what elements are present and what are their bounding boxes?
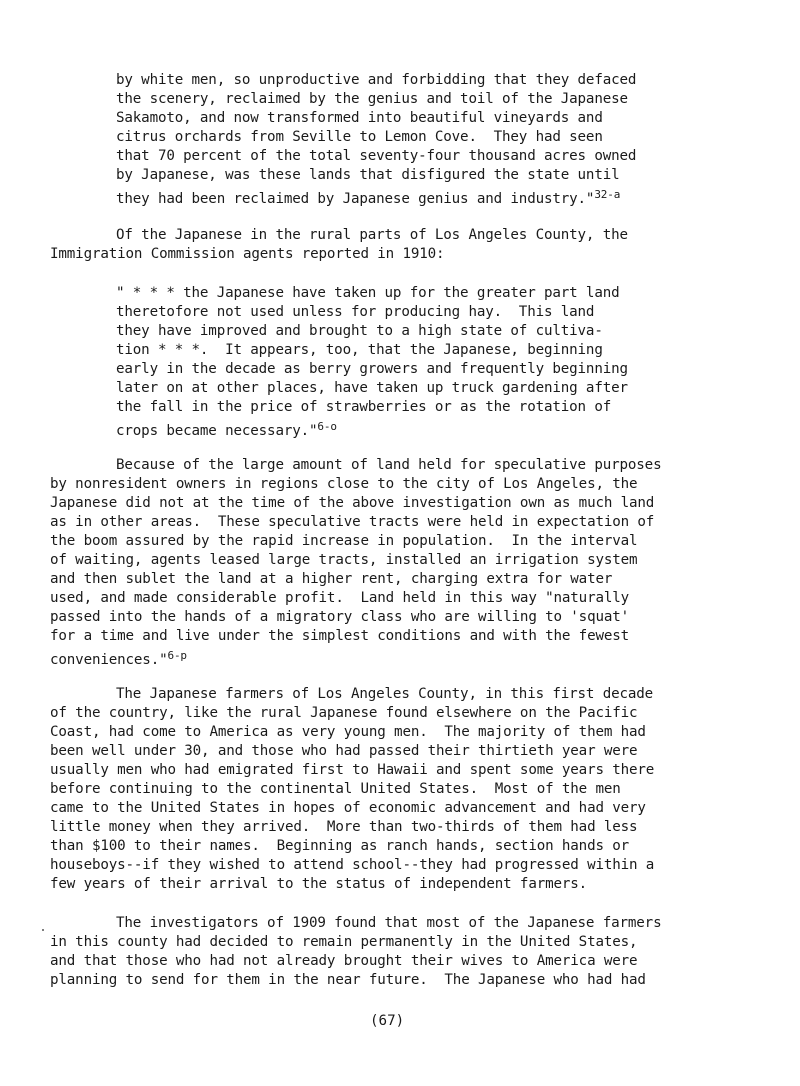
- text-line-body: crops became necessary.": [116, 423, 318, 439]
- text-line: Of the Japanese in the rural parts of Los Angeles County, the: [116, 227, 628, 243]
- text-line: The investigators of 1909 found that most of the Japanese farmers: [116, 915, 662, 931]
- text-line-body: they had been reclaimed by Japanese genius and industry.": [116, 191, 595, 207]
- text-line: citrus orchards from Seville to Lemon Cove. They had seen: [116, 129, 603, 145]
- text-line: theretofore not used unless for producing hay. This land: [116, 304, 595, 320]
- text-line: they have improved and brought to a high state of cultiva-: [116, 323, 603, 339]
- text-line: before continuing to the continental United States. Most of the men: [50, 781, 621, 797]
- text-line: that 70 percent of the total seventy-four thousand acres owned: [116, 148, 637, 164]
- text-line: " * * * the Japanese have taken up for the greater part land: [116, 285, 620, 301]
- text-line: the boom assured by the rapid increase in population. In the interval: [50, 533, 638, 549]
- footnote-ref: 6-o: [317, 420, 337, 433]
- text-line: been well under 30, and those who had passed their thirtieth year were: [50, 743, 638, 759]
- text-line: houseboys--if they wished to attend school--they had progressed within a: [50, 857, 655, 873]
- text-line: of waiting, agents leased large tracts, installed an irrigation system: [50, 552, 638, 568]
- text-line: the scenery, reclaimed by the genius and toil of the Japanese: [116, 91, 628, 107]
- text-line: Immigration Commission agents reported in 1910:: [50, 246, 445, 262]
- text-line: Coast, had come to America as very young men. The majority of them had: [50, 724, 646, 740]
- text-line: of the country, like the rural Japanese found elsewhere on the Pacific: [50, 705, 638, 721]
- text-line: Because of the large amount of land held for speculative purposes: [116, 457, 662, 473]
- text-line: as in other areas. These speculative tracts were held in expectation of: [50, 514, 655, 530]
- text-line: by nonresident owners in regions close to the city of Los Angeles, the: [50, 476, 638, 492]
- footnote-ref: 32-a: [594, 188, 621, 201]
- text-line: [116, 417, 337, 441]
- text-line: tion * * *. It appears, too, that the Japanese, beginning: [116, 342, 603, 358]
- text-line: later on at other places, have taken up truck gardening after: [116, 380, 628, 396]
- text-line: [116, 185, 620, 209]
- text-line: by Japanese, was these lands that disfigured the state until: [116, 167, 620, 183]
- text-line: passed into the hands of a migratory class who are willing to 'squat': [50, 609, 630, 625]
- scan-speck: [42, 929, 44, 931]
- text-line: little money when they arrived. More than two-thirds of them had less: [50, 819, 638, 835]
- text-line: Japanese did not at the time of the above investigation own as much land: [50, 495, 655, 511]
- text-line: than $100 to their names. Beginning as ranch hands, section hands or: [50, 838, 630, 854]
- footnote-ref: 6-p: [167, 649, 187, 662]
- text-line: few years of their arrival to the status of independent farmers.: [50, 876, 588, 892]
- text-line: usually men who had emigrated first to Hawaii and spent some years there: [50, 762, 655, 778]
- text-line: the fall in the price of strawberries or as the rotation of: [116, 399, 612, 415]
- text-line: early in the decade as berry growers and frequently beginning: [116, 361, 628, 377]
- text-line: The Japanese farmers of Los Angeles County, in this first decade: [116, 686, 654, 702]
- text-line: planning to send for them in the near future. The Japanese who had had: [50, 972, 646, 988]
- page-number: (67): [370, 1013, 405, 1029]
- text-line: and that those who had not already brought their wives to America were: [50, 953, 638, 969]
- text-line: came to the United States in hopes of economic advancement and had very: [50, 800, 646, 816]
- text-line: by white men, so unproductive and forbidding that they defaced: [116, 72, 637, 88]
- text-line: used, and made considerable profit. Land held in this way "naturally: [50, 590, 630, 606]
- text-line-body: conveniences.": [50, 652, 168, 668]
- text-line: for a time and live under the simplest conditions and with the fewest: [50, 628, 630, 644]
- text-line: in this county had decided to remain permanently in the United States,: [50, 934, 638, 950]
- text-line: and then sublet the land at a higher rent, charging extra for water: [50, 571, 613, 587]
- text-line: Sakamoto, and now transformed into beautiful vineyards and: [116, 110, 603, 126]
- text-line: [50, 646, 187, 670]
